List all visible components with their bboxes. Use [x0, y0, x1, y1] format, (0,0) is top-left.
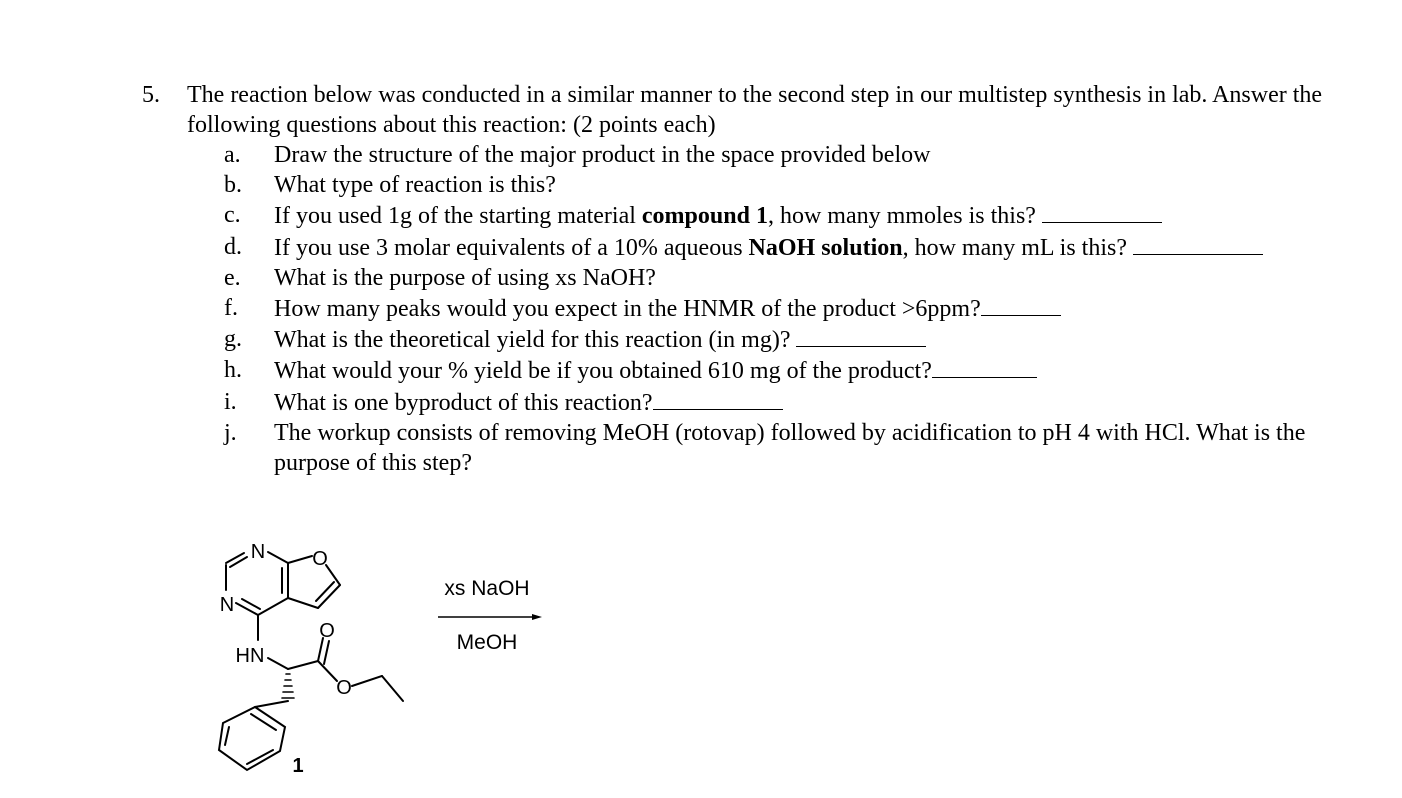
sub-question-text	[274, 200, 1384, 231]
sub-question-text	[274, 232, 1384, 263]
sub-question-text: The workup consists of removing MeOH (rotovap) followed by acidification to pH 4 with HCl. What is the purpose of this step?	[274, 419, 1306, 477]
atom-labels	[220, 541, 352, 699]
reagent-below-arrow: MeOH	[456, 631, 518, 654]
sub-question-letter: g.	[224, 326, 242, 353]
sub-question-g	[224, 324, 1384, 355]
bond	[230, 557, 247, 567]
bold-text: NaOH solution	[748, 234, 903, 261]
benzene-ring	[219, 707, 285, 770]
atom-n-left: N	[219, 594, 235, 616]
text-fragment: , how many mmoles is this?	[767, 203, 1042, 230]
sub-question-text: What type of reaction is this?	[274, 172, 556, 199]
reaction-arrow	[438, 614, 542, 620]
answer-blank[interactable]	[1042, 200, 1162, 223]
text-fragment: If you use 3 molar equivalents of a 10% aqueous	[274, 234, 749, 261]
question-intro: The reaction below was conducted in a similar manner to the second step in our multistep synthesis in lab. Answer the following questions about this reaction: (2 points each)	[187, 82, 1323, 138]
compound-label: 1	[292, 755, 304, 777]
compound-1-structure	[219, 552, 403, 770]
arrow-head	[532, 614, 542, 620]
bond	[316, 582, 334, 601]
sub-question-text: Draw the structure of the major product in the space provided below	[274, 142, 931, 168]
bond	[288, 661, 318, 669]
sub-question-h	[224, 355, 1384, 386]
bond	[352, 676, 382, 686]
atom-o-carbonyl: O	[319, 620, 335, 642]
atom-o-ester: O	[336, 677, 352, 699]
bond	[318, 661, 337, 681]
bond	[318, 585, 340, 608]
text-fragment: , how many mL is this?	[902, 234, 1134, 261]
question-number: 5.	[142, 82, 160, 108]
atom-n-top: N	[250, 541, 266, 563]
hashed-wedge	[282, 674, 294, 698]
sub-question-letter: f.	[224, 295, 238, 322]
sub-question-letter: h.	[224, 357, 242, 384]
text-fragment: How many peaks would you expect in the HNMR of the product >6ppm?	[274, 296, 981, 323]
sub-question-text	[274, 293, 1384, 324]
sub-question-i	[224, 387, 1384, 418]
answer-blank[interactable]	[932, 355, 1037, 378]
bond	[268, 552, 288, 563]
bond	[258, 598, 288, 615]
sub-question-b	[224, 170, 1384, 200]
bond	[247, 750, 273, 764]
bond	[242, 599, 260, 609]
bond	[288, 556, 312, 563]
sub-question-list	[224, 140, 1384, 478]
sub-question-f	[224, 293, 1384, 324]
bond	[255, 701, 288, 707]
atom-o-furan: O	[312, 548, 328, 570]
sub-question-a	[224, 140, 1384, 170]
answer-blank[interactable]	[1133, 232, 1263, 255]
sub-question-letter: e.	[224, 264, 241, 291]
bond	[268, 658, 288, 669]
sub-question-c	[224, 200, 1384, 231]
bond	[225, 727, 229, 745]
bond	[324, 641, 329, 664]
bond	[251, 714, 276, 730]
bond	[236, 603, 258, 615]
sub-question-text	[274, 355, 1384, 386]
text-fragment: What would your % yield be if you obtained 610 mg of the product?	[274, 358, 932, 385]
reagent-above-arrow: xs NaOH	[444, 577, 530, 600]
bond	[326, 565, 340, 585]
sub-question-d	[224, 232, 1384, 263]
sub-question-j	[224, 418, 1384, 478]
sub-question-text	[274, 324, 1384, 355]
sub-question-e	[224, 263, 1384, 293]
text-fragment: What is one byproduct of this reaction?	[274, 389, 653, 416]
sub-question-letter: a.	[224, 142, 241, 168]
bond	[288, 598, 318, 608]
sub-question-text	[274, 387, 1384, 418]
sub-question-letter: b.	[224, 172, 242, 199]
sub-question-letter: d.	[224, 233, 242, 260]
text-fragment: What is the theoretical yield for this reaction (in mg)?	[274, 327, 797, 354]
bond	[382, 676, 403, 701]
atom-nh: HN	[235, 645, 265, 667]
sub-question-letter: i.	[224, 388, 237, 415]
answer-blank[interactable]	[981, 293, 1061, 316]
sub-question-letter: j.	[224, 419, 237, 446]
bold-text: compound 1	[641, 203, 768, 230]
text-fragment: If you used 1g of the starting material	[274, 203, 642, 230]
answer-blank[interactable]	[796, 324, 926, 347]
bond	[226, 553, 244, 563]
sub-question-letter: c.	[224, 202, 241, 229]
answer-blank[interactable]	[653, 387, 783, 410]
sub-question-text: What is the purpose of using xs NaOH?	[274, 264, 656, 291]
bond	[318, 638, 323, 661]
